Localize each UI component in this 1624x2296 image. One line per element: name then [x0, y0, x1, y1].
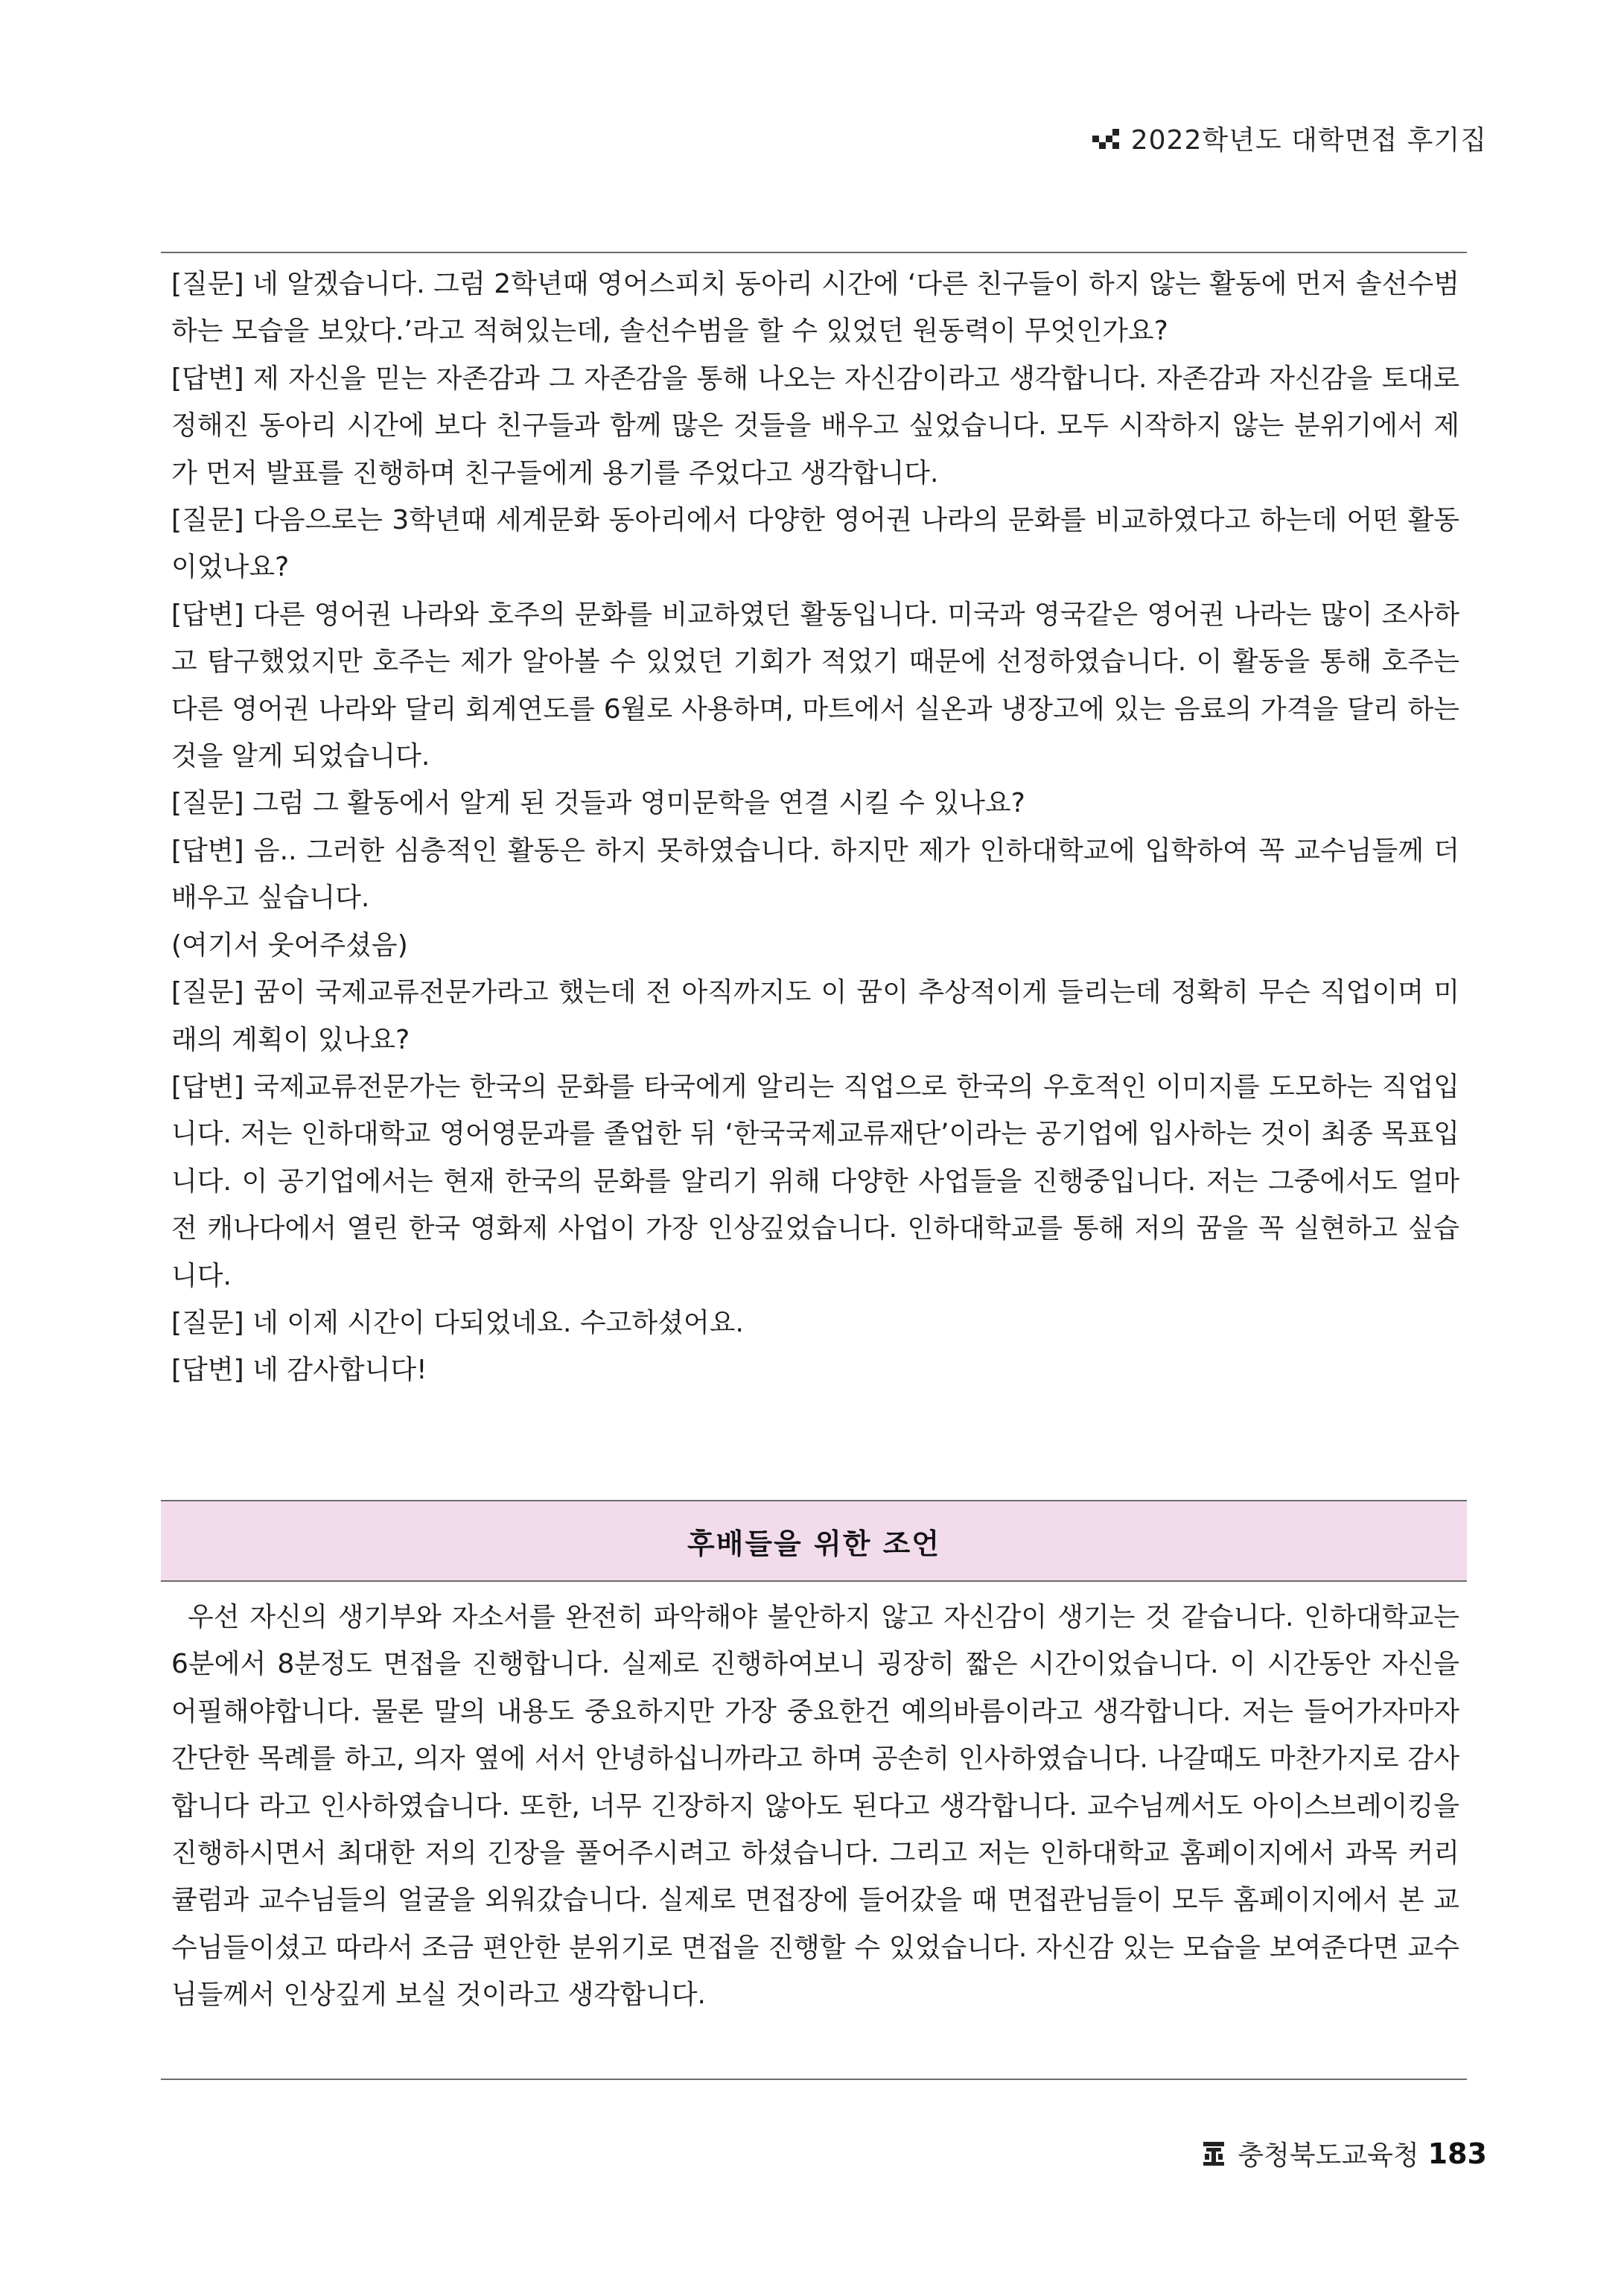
advice-title: 후배들을 위한 조언: [687, 1527, 941, 1560]
advice-text: 우선 자신의 생기부와 자소서를 완전히 파악해야 불안하지 않고 자신감이 생기는 것 같습니다. 인하대학교는 6분에서 8분정도 면접을 진행합니다. 실제로 진행하여보니 굉장히 짧은 시간이었습니다. 이 시간동안 자신을 어필해야합니다. 물론 말의 내용도 중요하지만 가장 중요한건 예의바름이라고 생각합니다. 저는 들어가자마자 간단한 목례를 하고, 의자 옆에 서서 안녕하십니까라고 하며 공손히 인사하였습니다. 나갈때도 마찬가지로 감사합니다 라고 인사하였습니다. 또한, 너무 긴장하지 않아도 된다고 생각합니다. 교수님께서도 아이스브레이킹을 진행하시면서 최대한 저의 긴장을 풀어주시려고 하셨습니다. 그리고 저는 인하대학교 홈페이지에서 과목 커리큘럼과 교수님들의 얼굴을 외워갔습니다. 실제로 면접장에 들어갔을 때 면접관님들이 모두 홈페이지에서 본 교수님들이셨고 따라서 조금 편안한 분위기로 면접을 진행할 수 있었습니다. 자신감 있는 모습을 보여준다면 교수님들께서 인상깊게 보실 것이라고 생각합니다.: [171, 1602, 1459, 2011]
advice-section-header: [161, 1500, 1467, 1582]
interview-answer: [답변] 다른 영어권 나라와 호주의 문화를 비교하였던 활동입니다. 미국과 영국같은 영어권 나라는 많이 조사하고 탐구했었지만 호주는 제가 알아볼 수 있었던 기회가 적었기 때문에 선정하였습니다. 이 활동을 통해 호주는 다른 영어권 나라와 달리 회계연도를 6월로 사용하며, 마트에서 실온과 냉장고에 있는 음료의 가격을 달리 하는 것을 알게 되었습니다.: [171, 599, 1459, 772]
interview-question: [질문] 네 이제 시간이 다되었네요. 수고하셨어요.: [171, 1307, 744, 1338]
interview-question: [질문] 그럼 그 활동에서 알게 된 것들과 영미문학을 연결 시킬 수 있나요?: [171, 788, 1025, 819]
header-title: 2022학년도 대학면접 후기집: [1130, 125, 1487, 156]
interview-answer: [답변] 제 자신을 믿는 자존감과 그 자존감을 통해 나오는 자신감이라고 생각합니다. 자존감과 자신감을 토대로 정해진 동아리 시간에 보다 친구들과 함께 많은 것들을 배우고 싶었습니다. 모두 시작하지 않는 분위기에서 제가 먼저 발표를 진행하며 친구들에게 용기를 주었다고 생각합니다.: [171, 363, 1459, 489]
bottom-divider: [161, 2079, 1467, 2080]
footer-organization: 충청북도교육청: [1238, 2140, 1419, 2171]
interview-answer: [답변] 음.. 그러한 심층적인 활동은 하지 못하였습니다. 하지만 제가 인하대학교에 입학하여 꼭 교수님들께 더 배우고 싶습니다.: [171, 835, 1459, 914]
interview-question: [질문] 네 알겠습니다. 그럼 2학년때 영어스피치 동아리 시간에 ‘다른 친구들이 하지 않는 활동에 먼저 솔선수범 하는 모습을 보았다.’라고 적혀있는데, 솔선수범을 할 수 있었던 원동력이 무엇인가요?: [171, 269, 1459, 347]
education-office-logo-icon: [1199, 2139, 1229, 2169]
interview-question: [질문] 다음으로는 3학년때 세계문화 동아리에서 다양한 영어권 나라의 문화를 비교하였다고 하는데 어떤 활동이었나요?: [171, 505, 1459, 583]
checker-squares-icon: [1092, 128, 1119, 149]
interview-question: [질문] 꿈이 국제교류전문가라고 했는데 전 아직까지도 이 꿈이 추상적이게 들리는데 정확히 무슨 직업이며 미래의 계획이 있나요?: [171, 977, 1459, 1055]
top-divider: [161, 252, 1467, 253]
page-number: 183: [1427, 2137, 1487, 2170]
interview-answer: [답변] 국제교류전문가는 한국의 문화를 타국에게 알리는 직업으로 한국의 우호적인 이미지를 도모하는 직업입니다. 저는 인하대학교 영어영문과를 졸업한 뒤 ‘한국국제교류재단’이라는 공기업에 입사하는 것이 최종 목표입니다. 이 공기업에서는 현재 한국의 문화를 알리기 위해 다양한 사업들을 진행중입니다. 저는 그중에서도 얼마전 캐나다에서 열린 한국 영화제 사업이 가장 인상깊었습니다. 인하대학교를 통해 저의 꿈을 꼭 실현하고 싶습니다.: [171, 1071, 1459, 1291]
page-footer: [1199, 2134, 1487, 2172]
interview-answer: [답변] 네 감사합니다!: [171, 1355, 427, 1386]
interview-transcript: [171, 261, 1459, 1394]
interview-note: (여기서 웃어주셨음): [171, 929, 408, 961]
page-header: [1092, 119, 1487, 157]
